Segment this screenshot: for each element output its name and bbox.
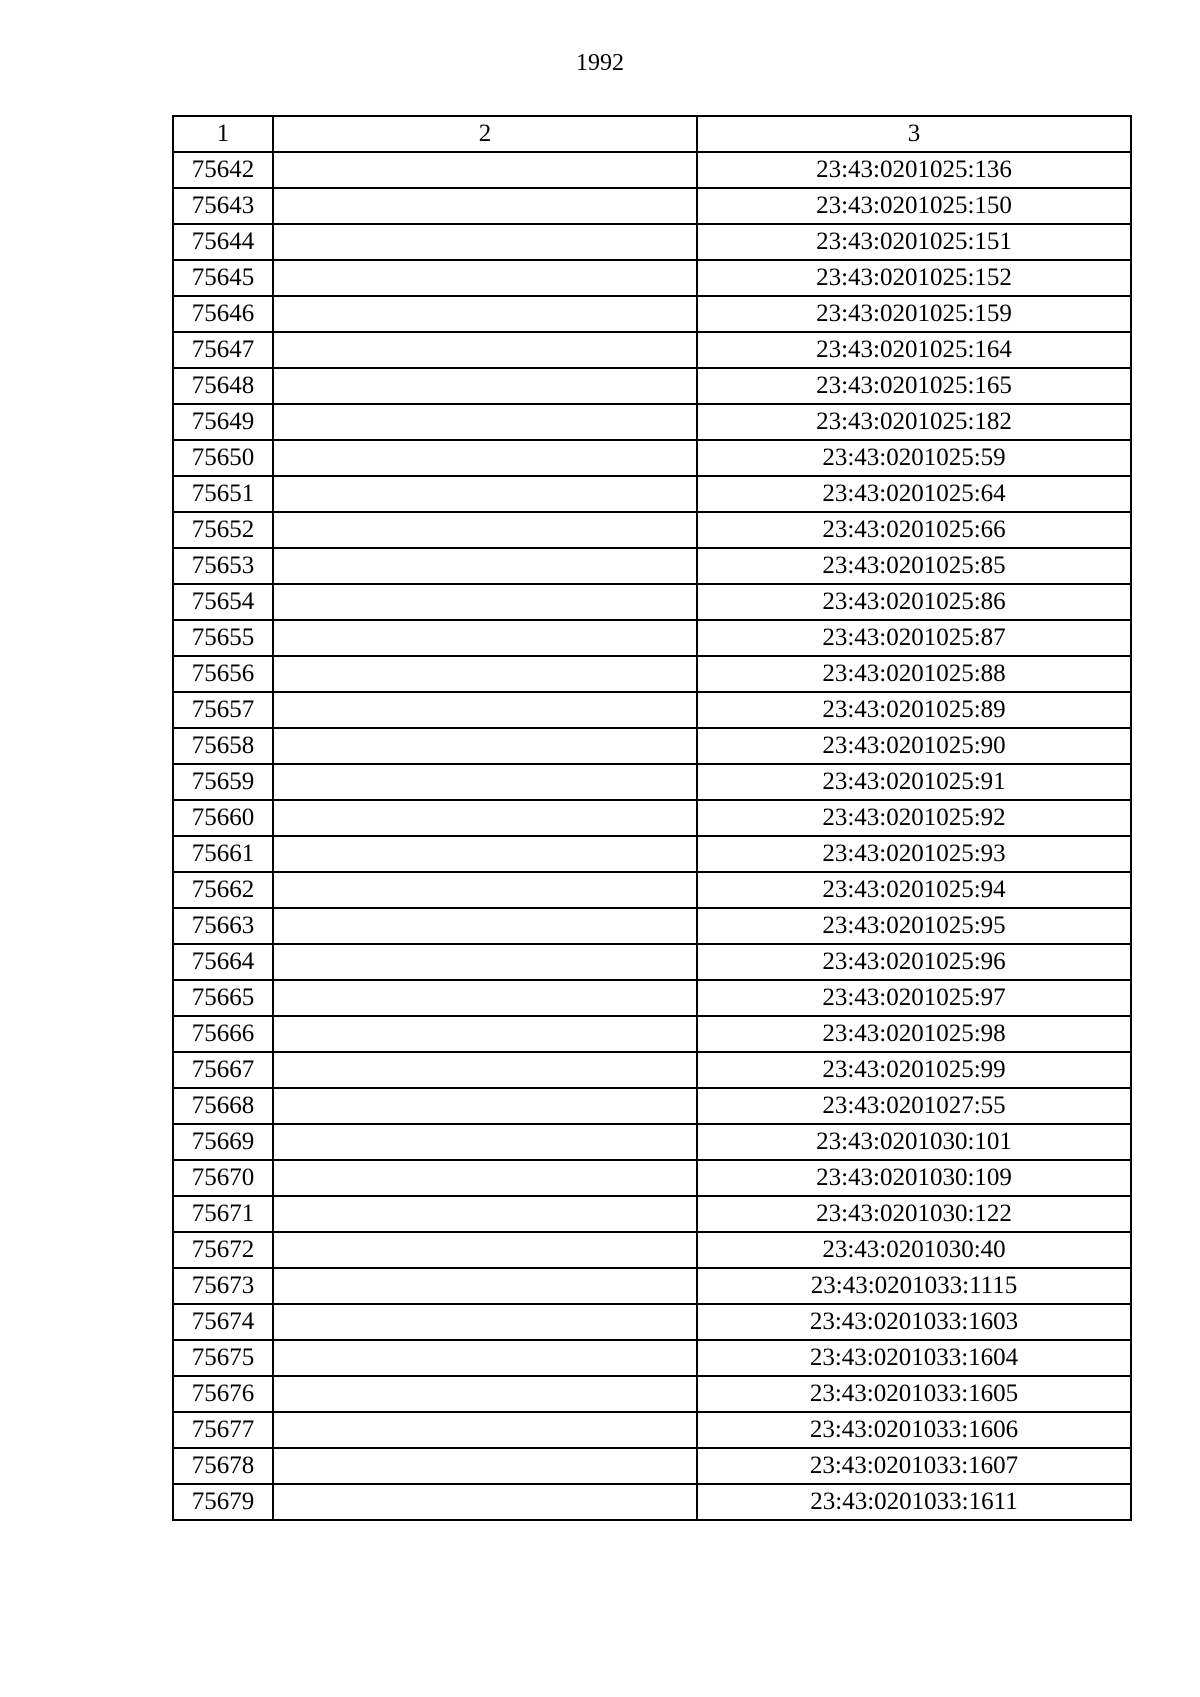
row-name-cell — [273, 1484, 697, 1520]
row-cadastral-cell: 23:43:0201033:1607 — [697, 1448, 1131, 1484]
row-number-cell: 75674 — [173, 1304, 273, 1340]
row-cadastral-cell: 23:43:0201027:55 — [697, 1088, 1131, 1124]
row-cadastral-cell: 23:43:0201025:91 — [697, 764, 1131, 800]
table-row — [173, 1052, 1131, 1088]
table-row — [173, 1268, 1131, 1304]
row-number-cell: 75665 — [173, 980, 273, 1016]
row-cadastral-cell: 23:43:0201025:182 — [697, 404, 1131, 440]
row-number-cell: 75646 — [173, 296, 273, 332]
row-name-cell — [273, 548, 697, 584]
row-name-cell — [273, 152, 697, 188]
row-cadastral-cell: 23:43:0201025:95 — [697, 908, 1131, 944]
row-cadastral-cell: 23:43:0201025:152 — [697, 260, 1131, 296]
row-name-cell — [273, 620, 697, 656]
row-cadastral-cell: 23:43:0201033:1605 — [697, 1376, 1131, 1412]
row-number-cell: 75659 — [173, 764, 273, 800]
row-name-cell — [273, 188, 697, 224]
row-cadastral-cell: 23:43:0201025:136 — [697, 152, 1131, 188]
row-cadastral-cell: 23:43:0201025:85 — [697, 548, 1131, 584]
table-row — [173, 1412, 1131, 1448]
row-cadastral-cell: 23:43:0201025:99 — [697, 1052, 1131, 1088]
row-number-cell: 75661 — [173, 836, 273, 872]
row-number-cell: 75660 — [173, 800, 273, 836]
row-name-cell — [273, 1340, 697, 1376]
row-number-cell: 75648 — [173, 368, 273, 404]
table-row — [173, 908, 1131, 944]
row-number-cell: 75675 — [173, 1340, 273, 1376]
table-row — [173, 656, 1131, 692]
row-cadastral-cell: 23:43:0201025:94 — [697, 872, 1131, 908]
row-cadastral-cell: 23:43:0201025:97 — [697, 980, 1131, 1016]
row-name-cell — [273, 224, 697, 260]
row-number-cell: 75672 — [173, 1232, 273, 1268]
row-cadastral-cell: 23:43:0201030:122 — [697, 1196, 1131, 1232]
row-name-cell — [273, 1160, 697, 1196]
table-row — [173, 296, 1131, 332]
row-cadastral-cell: 23:43:0201025:164 — [697, 332, 1131, 368]
row-cadastral-cell: 23:43:0201033:1606 — [697, 1412, 1131, 1448]
row-name-cell — [273, 368, 697, 404]
row-number-cell: 75662 — [173, 872, 273, 908]
row-number-cell: 75645 — [173, 260, 273, 296]
row-number-cell: 75667 — [173, 1052, 273, 1088]
row-name-cell — [273, 1232, 697, 1268]
row-cadastral-cell: 23:43:0201030:40 — [697, 1232, 1131, 1268]
table-header-row — [173, 116, 1131, 152]
row-number-cell: 75652 — [173, 512, 273, 548]
table-row — [173, 1196, 1131, 1232]
row-number-cell: 75651 — [173, 476, 273, 512]
row-cadastral-cell: 23:43:0201025:98 — [697, 1016, 1131, 1052]
table-row — [173, 944, 1131, 980]
data-table — [172, 115, 1132, 1521]
row-name-cell — [273, 728, 697, 764]
row-number-cell: 75673 — [173, 1268, 273, 1304]
row-cadastral-cell: 23:43:0201030:101 — [697, 1124, 1131, 1160]
row-cadastral-cell: 23:43:0201025:165 — [697, 368, 1131, 404]
row-cadastral-cell: 23:43:0201033:1611 — [697, 1484, 1131, 1520]
row-number-cell: 75658 — [173, 728, 273, 764]
page-number: 1992 — [576, 50, 624, 76]
row-name-cell — [273, 476, 697, 512]
row-number-cell: 75643 — [173, 188, 273, 224]
row-name-cell — [273, 1124, 697, 1160]
row-number-cell: 75655 — [173, 620, 273, 656]
table-row — [173, 1304, 1131, 1340]
row-cadastral-cell: 23:43:0201033:1604 — [697, 1340, 1131, 1376]
table-row — [173, 728, 1131, 764]
row-name-cell — [273, 332, 697, 368]
table-row — [173, 368, 1131, 404]
row-number-cell: 75677 — [173, 1412, 273, 1448]
table-row — [173, 764, 1131, 800]
row-cadastral-cell: 23:43:0201025:96 — [697, 944, 1131, 980]
row-cadastral-cell: 23:43:0201025:92 — [697, 800, 1131, 836]
row-cadastral-cell: 23:43:0201025:93 — [697, 836, 1131, 872]
table-row — [173, 188, 1131, 224]
row-number-cell: 75664 — [173, 944, 273, 980]
table-row — [173, 440, 1131, 476]
row-number-cell: 75676 — [173, 1376, 273, 1412]
table-row — [173, 800, 1131, 836]
column-header-2: 2 — [273, 116, 697, 152]
table-row — [173, 872, 1131, 908]
row-name-cell — [273, 908, 697, 944]
row-number-cell: 75642 — [173, 152, 273, 188]
row-name-cell — [273, 260, 697, 296]
table-row — [173, 584, 1131, 620]
row-name-cell — [273, 1448, 697, 1484]
column-header-3: 3 — [697, 116, 1131, 152]
row-cadastral-cell: 23:43:0201025:86 — [697, 584, 1131, 620]
row-name-cell — [273, 512, 697, 548]
row-name-cell — [273, 1088, 697, 1124]
row-cadastral-cell: 23:43:0201025:66 — [697, 512, 1131, 548]
row-name-cell — [273, 1268, 697, 1304]
row-name-cell — [273, 872, 697, 908]
row-number-cell: 75656 — [173, 656, 273, 692]
row-cadastral-cell: 23:43:0201025:59 — [697, 440, 1131, 476]
row-number-cell: 75668 — [173, 1088, 273, 1124]
row-name-cell — [273, 1376, 697, 1412]
table-row — [173, 1484, 1131, 1520]
row-number-cell: 75647 — [173, 332, 273, 368]
row-number-cell: 75649 — [173, 404, 273, 440]
row-cadastral-cell: 23:43:0201025:88 — [697, 656, 1131, 692]
row-number-cell: 75657 — [173, 692, 273, 728]
row-name-cell — [273, 836, 697, 872]
table-row — [173, 1232, 1131, 1268]
row-cadastral-cell: 23:43:0201025:150 — [697, 188, 1131, 224]
row-number-cell: 75678 — [173, 1448, 273, 1484]
row-name-cell — [273, 440, 697, 476]
row-cadastral-cell: 23:43:0201025:151 — [697, 224, 1131, 260]
row-number-cell: 75663 — [173, 908, 273, 944]
row-cadastral-cell: 23:43:0201025:87 — [697, 620, 1131, 656]
row-number-cell: 75666 — [173, 1016, 273, 1052]
table-row — [173, 512, 1131, 548]
row-name-cell — [273, 944, 697, 980]
row-name-cell — [273, 1052, 697, 1088]
table-row — [173, 980, 1131, 1016]
row-cadastral-cell: 23:43:0201030:109 — [697, 1160, 1131, 1196]
row-cadastral-cell: 23:43:0201033:1603 — [697, 1304, 1131, 1340]
table-row — [173, 332, 1131, 368]
table-row — [173, 476, 1131, 512]
table-row — [173, 404, 1131, 440]
table-row — [173, 1016, 1131, 1052]
table-row — [173, 548, 1131, 584]
row-number-cell: 75650 — [173, 440, 273, 476]
row-cadastral-cell: 23:43:0201025:159 — [697, 296, 1131, 332]
row-cadastral-cell: 23:43:0201025:64 — [697, 476, 1131, 512]
row-name-cell — [273, 584, 697, 620]
table-row — [173, 224, 1131, 260]
row-number-cell: 75671 — [173, 1196, 273, 1232]
row-name-cell — [273, 692, 697, 728]
column-header-1: 1 — [173, 116, 273, 152]
row-name-cell — [273, 1304, 697, 1340]
table-row — [173, 836, 1131, 872]
row-name-cell — [273, 296, 697, 332]
row-cadastral-cell: 23:43:0201033:1115 — [697, 1268, 1131, 1304]
row-name-cell — [273, 1412, 697, 1448]
table-row — [173, 1088, 1131, 1124]
table-row — [173, 1448, 1131, 1484]
table-row — [173, 1124, 1131, 1160]
row-number-cell: 75679 — [173, 1484, 273, 1520]
row-name-cell — [273, 980, 697, 1016]
table-row — [173, 1160, 1131, 1196]
row-name-cell — [273, 404, 697, 440]
row-number-cell: 75654 — [173, 584, 273, 620]
row-cadastral-cell: 23:43:0201025:90 — [697, 728, 1131, 764]
row-name-cell — [273, 1196, 697, 1232]
row-number-cell: 75670 — [173, 1160, 273, 1196]
table-row — [173, 1376, 1131, 1412]
row-number-cell: 75669 — [173, 1124, 273, 1160]
row-name-cell — [273, 800, 697, 836]
table-row — [173, 152, 1131, 188]
row-name-cell — [273, 1016, 697, 1052]
row-number-cell: 75653 — [173, 548, 273, 584]
table-row — [173, 260, 1131, 296]
row-name-cell — [273, 656, 697, 692]
table-row — [173, 692, 1131, 728]
row-number-cell: 75644 — [173, 224, 273, 260]
table-row — [173, 1340, 1131, 1376]
row-name-cell — [273, 764, 697, 800]
row-cadastral-cell: 23:43:0201025:89 — [697, 692, 1131, 728]
table-row — [173, 620, 1131, 656]
